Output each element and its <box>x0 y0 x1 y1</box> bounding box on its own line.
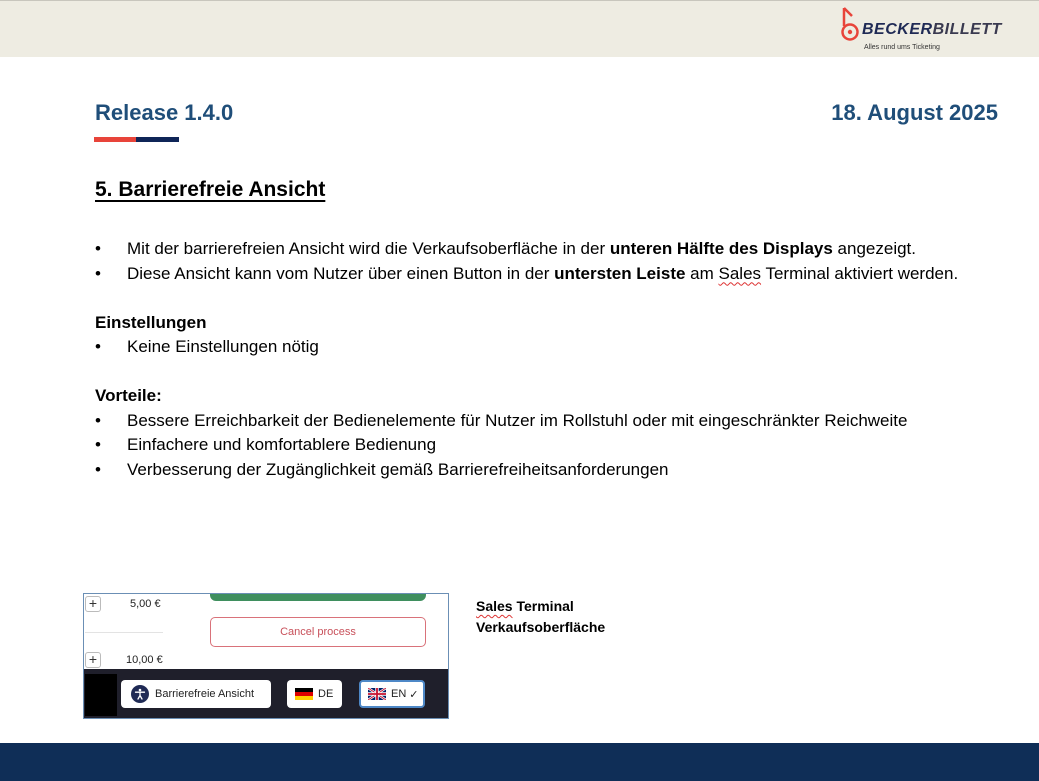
intro-bullet-1-text: Mit der barrierefreien Ansicht wird die Verkaufsoberfläche in der <box>127 239 610 258</box>
caption-sales: Sales <box>476 598 513 614</box>
logo-wordmark <box>862 21 1002 39</box>
intro-bullet-2-sales: Sales <box>718 263 762 283</box>
intro-bullet-2-bold: untersten Leiste <box>554 263 686 283</box>
spacer <box>95 286 975 311</box>
logo-mark-icon <box>840 6 862 42</box>
intro-bullet-2-text: Diese Ansicht kann vom Nutzer über einen Button in der <box>127 263 555 283</box>
intro-bullet-2 <box>95 262 975 287</box>
title-underline-red <box>94 137 136 142</box>
price-1: 5,00 € <box>130 598 161 610</box>
settings-item: • Keine Einstellungen nötig <box>95 335 975 360</box>
language-en-label: EN <box>391 688 407 700</box>
price-2: 10,00 € <box>126 654 163 666</box>
language-en-button[interactable] <box>359 680 425 708</box>
logo-tagline: Alles rund ums Ticketing <box>864 44 940 51</box>
footer-bar <box>0 743 1039 781</box>
intro-bullet-2-end: Terminal aktiviert werden. <box>761 263 959 283</box>
intro-bullet-1-bold: unteren Hälfte des Displays <box>609 239 833 258</box>
intro-bullet-2-mid: am <box>685 263 719 283</box>
cancel-process-button[interactable]: Cancel process <box>210 617 426 647</box>
uk-flag-icon <box>368 688 386 700</box>
plus-icon[interactable]: + <box>85 596 101 612</box>
advantages-heading: Vorteile: <box>95 386 162 405</box>
checkmark-icon: ✓ <box>409 688 419 701</box>
settings-heading: Einstellungen <box>95 312 207 332</box>
confirm-button[interactable] <box>210 593 426 601</box>
header-bar <box>0 0 1039 57</box>
caption-terminal: Terminal <box>512 598 574 614</box>
redacted-area <box>85 674 117 716</box>
accessibility-icon <box>131 685 149 703</box>
accessible-view-label: Barrierefreie Ansicht <box>155 688 255 700</box>
caption-line-1 <box>476 596 605 617</box>
row-divider <box>85 632 163 633</box>
language-de-label: DE <box>318 688 334 700</box>
sales-terminal-screenshot <box>83 593 449 719</box>
intro-bullet-1-end: angezeigt. <box>832 239 917 258</box>
section-title: 5. Barrierefreie Ansicht <box>95 178 326 201</box>
language-de-button[interactable] <box>287 680 342 708</box>
advantage-item-2: • Einfachere und komfortablere Bedienung <box>95 433 975 458</box>
screenshot-caption <box>476 596 605 638</box>
logo-word-becker: BECKER <box>862 21 933 38</box>
german-flag-icon <box>295 688 313 700</box>
content-body <box>95 237 975 482</box>
plus-icon[interactable]: + <box>85 652 101 668</box>
release-date: 18. August 2025 <box>831 100 998 125</box>
spacer <box>95 360 975 385</box>
becker-billett-logo <box>840 6 1000 54</box>
title-underline-navy <box>136 137 179 142</box>
accessible-view-button[interactable] <box>121 680 271 708</box>
intro-bullet-1 <box>95 237 975 262</box>
caption-line-2: Verkaufsoberfläche <box>476 619 606 635</box>
release-title: Release 1.4.0 <box>95 100 234 125</box>
advantage-item-3: • Verbesserung der Zugänglichkeit gemäß Barrierefreiheitsanforderungen <box>95 458 975 483</box>
logo-word-billett: BILLETT <box>932 21 1002 38</box>
advantage-item-1: • Bessere Erreichbarkeit der Bedienelemente für Nutzer im Rollstuhl oder mit eingeschränkter Reichweite <box>95 409 975 434</box>
